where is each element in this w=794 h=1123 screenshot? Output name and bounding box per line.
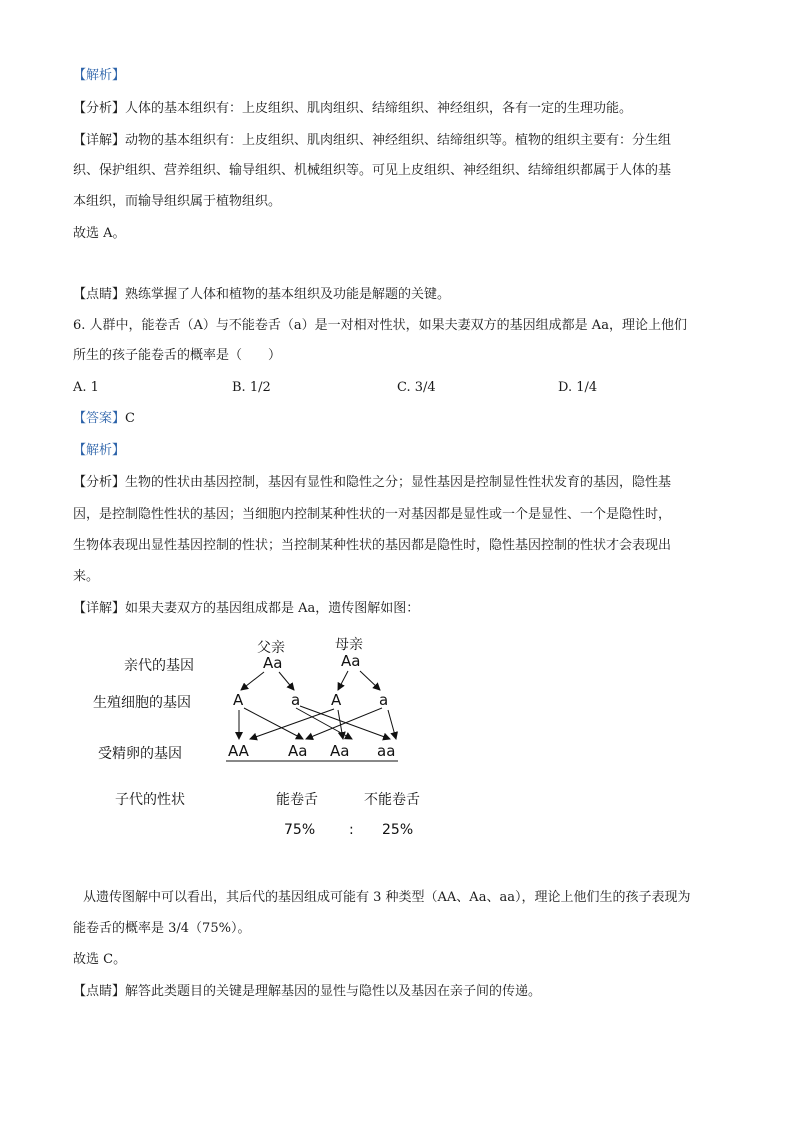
question-stem-1: 6. 人群中，能卷舌（A）与不能卷舌（a）是一对相对性状，如果夫妻双方的基因组成都是 Aa，理论上他们 [73,318,687,333]
answer-tag: 【答案】 [73,411,126,426]
option-c: C. 3/4 [397,380,436,395]
row-label-trait: 子代的性状 [115,792,185,808]
xiangjie-tag-2: 【详解】 [73,601,126,616]
key-point-1 [73,285,450,305]
arrow-A2-Aa [338,710,343,739]
answer-line [73,409,135,429]
father-label: 父亲 [257,640,285,656]
question-stem-2: 所生的孩子能卷舌的概率是（ ） [73,348,282,363]
dianjing-text: 熟练掌握了人体和植物的基本组织及功能是解题的关键。 [125,287,451,302]
arrow-a2-aa [388,710,396,739]
ratio-roll: 75% [284,822,316,838]
xiangjie-text-1: 动物的基本组织有：上皮组织、肌肉组织、神经组织、结缔组织等。植物的组织主要有：分生组 [125,133,672,148]
fenxi-text-2: 生物的性状由基因控制，基因有显性和隐性之分；显性基因是控制显性性状发育的基因，隐性基 [125,475,672,490]
dianjing-tag: 【点睛】 [73,287,126,302]
zygote-AA: AA [228,742,249,760]
row-label-zygote: 受精卵的基因 [98,746,182,762]
arrow-mother-A [338,671,348,690]
detail-intro [73,599,419,619]
gamete-mother-A: A [331,691,342,709]
analysis-line-3: 生物体表现出显性基因控制的性状；当控制某种性状的基因都是隐性时，隐性基因控制的性状才会表现出 [73,538,672,553]
analysis-line-4: 来。 [73,569,100,584]
arrow-a2-Aa [306,708,382,739]
row-label-gamete: 生殖细胞的基因 [93,695,191,711]
mother-label: 母亲 [335,637,363,653]
arrow-a-Aa [296,708,352,739]
analysis-line-1 [73,473,671,493]
key-point-2 [73,982,541,1002]
fenxi-text: 人体的基本组织有：上皮组织、肌肉组织、结缔组织、神经组织，各有一定的生理功能。 [125,101,633,116]
gamete-father-A: A [233,691,244,709]
row-label-parent: 亲代的基因 [124,658,194,674]
xiangjie-text-2: 如果夫妻双方的基因组成都是 Aa，遗传图解如图： [125,601,420,616]
analysis-heading-1: 【解析】 [73,68,126,83]
option-d: D. 1/4 [558,380,598,395]
trait-noroll: 不能卷舌 [364,792,420,808]
zygote-aa: aa [377,742,396,760]
mother-gene: Aa [341,652,361,670]
arrow-A-Aa [244,708,303,739]
conclusion-line-2: 能卷舌的概率是 3/4（75%）。 [73,921,251,936]
detail-line-2: 织、保护组织、营养组织、输导组织、机械组织等。可见上皮组织、神经组织、结缔组织都属于人体的基 [73,163,672,178]
fenxi-tag: 【分析】 [73,101,126,116]
detail-line-1 [73,131,671,151]
arrow-A2-AA [250,709,334,739]
arrow-a-aa [300,706,390,739]
conclusion-line-1: 从遗传图解中可以看出，其后代的基因组成可能有 3 种类型（AA、Aa、aa），理论上他们生的孩子表现为 [83,890,691,905]
option-b: B. 1/2 [232,380,271,395]
gamete-father-a: a [291,691,301,709]
trait-roll: 能卷舌 [276,792,318,808]
father-gene: Aa [263,654,283,672]
zygote-Aa-1: Aa [288,742,308,760]
ratio-noroll: 25% [382,822,414,838]
analysis-heading-2: 【解析】 [73,443,126,458]
detail-line-3: 本组织，而输导组织属于植物组织。 [73,194,282,209]
answer-value: C [125,411,135,426]
analysis-paragraph-1 [73,99,632,119]
analysis-line-2: 因，是控制隐性性状的基因；当细胞内控制某种性状的一对基因都是显性或一个是显性、一个是隐性时， [73,507,672,522]
choice-line-1: 故选 A。 [73,226,126,241]
zygote-Aa-2: Aa [330,742,350,760]
ratio-separator: : [349,822,354,838]
xiangjie-tag: 【详解】 [73,133,126,148]
option-a: A. 1 [73,380,99,395]
dianjing-text-2: 解答此类题目的关键是理解基因的显性与隐性以及基因在亲子间的传递。 [125,984,542,999]
gamete-mother-a: a [379,691,389,709]
arrow-father-a [279,672,294,690]
dianjing-tag-2: 【点睛】 [73,984,126,999]
arrow-father-A [241,672,264,690]
choice-line-2: 故选 C。 [73,952,127,967]
fenxi-tag-2: 【分析】 [73,475,126,490]
arrow-mother-a [360,671,380,690]
